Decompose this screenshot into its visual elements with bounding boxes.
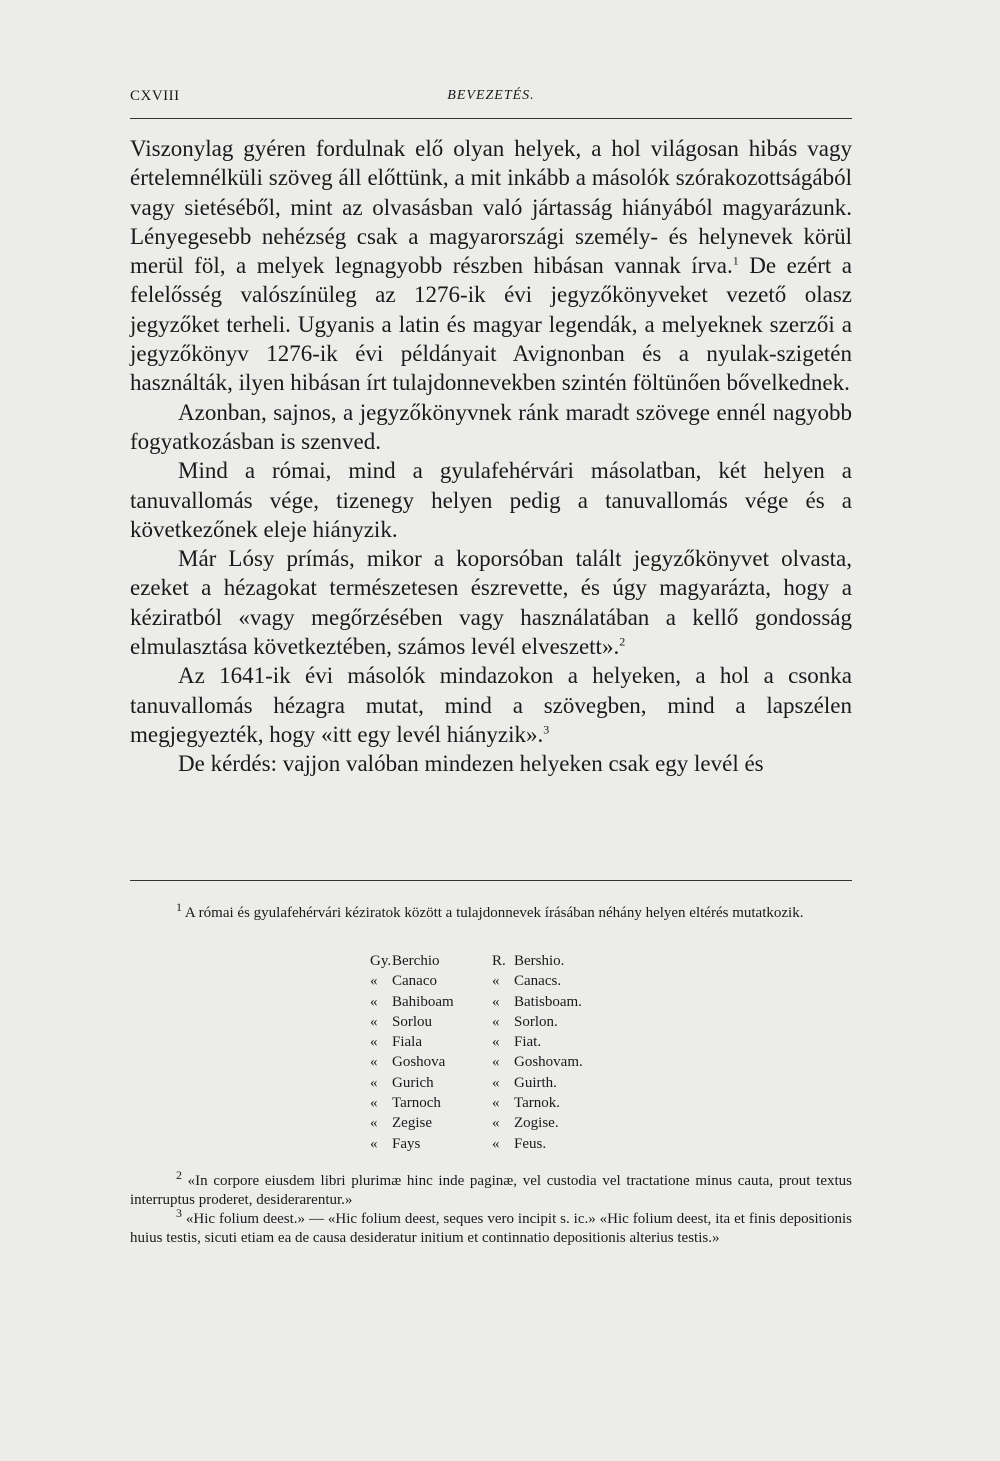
variant-row (370, 1073, 730, 1093)
gy-variant-mark: « (370, 1135, 378, 1152)
header-rule (130, 118, 852, 119)
gy-variant-text: Goshova (392, 1054, 446, 1071)
gy-variant (370, 1113, 492, 1133)
gy-variant-text: Gurich (392, 1074, 434, 1091)
paragraph-4-text: Már Lósy prímás, mikor a koporsóban talált jegyzőkönyvet olvasta, ezeket a hézagokat természetesen észrevette, és úgy magyarázta, hogy a kéziratból «vagy megőrzésében vagy használatában a kellő gondosság elmulasztása következtében, számos levél elveszett». (130, 546, 852, 660)
r-variant-mark: « (492, 1054, 500, 1071)
gy-variant-mark: « (370, 1054, 378, 1071)
gy-variant-mark: « (370, 973, 378, 990)
gy-variant-text: Fiala (392, 1034, 422, 1051)
footnote-3-number: 3 (176, 1206, 182, 1220)
variant-row (370, 1032, 730, 1052)
r-variant (492, 992, 614, 1012)
footnote-rule (130, 880, 852, 881)
footnote-2 (130, 1168, 852, 1210)
footnote-ref-2[interactable]: 2 (619, 634, 626, 649)
variant-row (370, 1113, 730, 1133)
gy-variant-mark: « (370, 1095, 378, 1112)
r-variant-text: Canacs. (514, 973, 562, 990)
footnote-2-text: «In corpore eiusdem libri plurimæ hinc inde paginæ, vel custodia vel tractatione minus cauta, prout textus interruptus proderet, desiderarentur.» (130, 1173, 852, 1208)
gy-variant-mark: Gy. (370, 953, 392, 969)
paragraph-6: De kérdés: vajjon valóban mindezen helyeken csak egy levél és (178, 751, 764, 777)
gy-variant (370, 1032, 492, 1052)
footnote-3 (130, 1206, 852, 1248)
name-variants-table (370, 951, 730, 1154)
r-variant-mark: « (492, 1115, 500, 1132)
variant-row (370, 1134, 730, 1154)
gy-variant-text: Tarnoch (392, 1095, 441, 1112)
footnote-1-number: 1 (176, 900, 182, 914)
running-title: BEVEZETÉS. (447, 88, 535, 103)
r-variant-mark: « (492, 1034, 500, 1051)
page-number: CXVIII (130, 88, 180, 104)
paragraph-1-part-b: De ezért a felelősség valószínüleg az 1276-ik évi jegyzőkönyveket vezető olasz jegyzőket terheli. Ugyanis a latin és magyar legendák, a melyeknek szerzői a jegyzőkönyv 1276-ik évi példányait Avignonban és a nyulak-szigetén használták, ilyen hibásan írt tulajdonnevekben szintén föltünően bővelkednek. (130, 253, 853, 396)
gy-variant-text: Bahiboam (392, 993, 454, 1010)
r-variant-mark: « (492, 1074, 500, 1091)
gy-variant (370, 971, 492, 991)
footnotes-2-3 (130, 1168, 852, 1248)
r-variant-text: Fiat. (514, 1034, 542, 1051)
r-variant (492, 1012, 614, 1032)
footnote-ref-1[interactable]: 1 (732, 253, 739, 268)
footnote-1-text: A római és gyulafehérvári kéziratok között a tulajdonnevek írásában néhány helyen eltérés mutatkozik. (182, 905, 804, 921)
r-variant-text: Goshovam. (514, 1054, 583, 1071)
footnote-1 (130, 900, 852, 923)
r-variant-text: Guirth. (514, 1074, 557, 1091)
r-variant (492, 1113, 614, 1133)
r-variant (492, 1052, 614, 1072)
r-variant-mark: R. (492, 953, 506, 969)
r-variant (492, 1134, 614, 1154)
r-variant-text: Zogise. (514, 1115, 559, 1132)
paragraph-4 (130, 544, 852, 661)
r-variant (492, 1093, 614, 1113)
gy-variant (370, 1012, 492, 1032)
r-variant-text: Feus. (514, 1135, 547, 1152)
footnote-2-number: 2 (176, 1168, 182, 1182)
variant-row (370, 951, 730, 971)
gy-variant-mark: « (370, 1013, 378, 1030)
variant-row (370, 971, 730, 991)
gy-variant-text: Berchio (392, 953, 440, 969)
r-variant-mark: « (492, 973, 500, 990)
paragraph-3: Mind a római, mind a gyulafehérvári másolatban, két helyen a tanuvallomás vége, tizenegy helyen pedig a tanuvallomás vége és a következőnek eleje hiányzik. (130, 458, 852, 542)
r-variant-mark: « (492, 993, 500, 1010)
footnote-3-text: «Hic folium deest.» — «Hic folium deest, seques vero incipit s. ic.» «Hic folium deest, ita et finis depositionis huius testis, sicuti etiam ea de causa desideratur initium et continnatio depositionis alterius testis.» (130, 1211, 852, 1246)
r-variant-mark: « (492, 1135, 500, 1152)
gy-variant-mark: « (370, 1034, 378, 1051)
r-variant-text: Bershio. (514, 953, 565, 969)
paragraph-5 (130, 661, 852, 749)
r-variant (492, 1073, 614, 1093)
r-variant-text: Sorlon. (514, 1013, 558, 1030)
paragraph-1-part-a: Viszonylag gyéren fordulnak elő olyan helyek, a hol világosan hibás vagy értelemnélküli szöveg áll előttünk, a mit inkább a másolók szórakozottságából vagy sietéséből, mint az olvasásban való jártasság hiányából magyarázunk. Lényegesebb nehézség csak a magyarországi személy- és helynevek körül merül föl, a melyek legnagyobb részben hibásan vannak írva. (130, 136, 852, 279)
gy-variant-mark: « (370, 1115, 378, 1132)
r-variant-mark: « (492, 1013, 500, 1030)
variant-row (370, 1052, 730, 1072)
gy-variant (370, 951, 492, 971)
gy-variant-mark: « (370, 993, 378, 1010)
gy-variant-mark: « (370, 1074, 378, 1091)
gy-variant (370, 1052, 492, 1072)
gy-variant-text: Canaco (392, 973, 437, 990)
paragraph-5-text: Az 1641-ik évi másolók mindazokon a helyeken, a hol a csonka tanuvallomás hézagra mutat, mind a szövegben, mind a lapszélen megjegyezték, hogy «itt egy levél hiányzik». (130, 663, 852, 747)
gy-variant (370, 992, 492, 1012)
gy-variant-text: Fays (392, 1135, 421, 1152)
r-variant-mark: « (492, 1095, 500, 1112)
main-text (130, 134, 852, 779)
variant-row (370, 992, 730, 1012)
running-header (130, 88, 852, 110)
paragraph-1 (130, 134, 852, 398)
r-variant-text: Batisboam. (514, 993, 582, 1010)
gy-variant (370, 1093, 492, 1113)
gy-variant (370, 1073, 492, 1093)
r-variant (492, 971, 614, 991)
paragraph-2: Azonban, sajnos, a jegyzőkönyvnek ránk maradt szövege ennél nagyobb fogyatkozásban is szenved. (130, 399, 852, 454)
variant-row (370, 1012, 730, 1032)
r-variant (492, 951, 614, 971)
r-variant-text: Tarnok. (514, 1095, 561, 1112)
footnote-ref-3[interactable]: 3 (543, 722, 550, 737)
gy-variant-text: Zegise (392, 1115, 432, 1132)
variant-row (370, 1093, 730, 1113)
r-variant (492, 1032, 614, 1052)
gy-variant-text: Sorlou (392, 1013, 433, 1030)
gy-variant (370, 1134, 492, 1154)
